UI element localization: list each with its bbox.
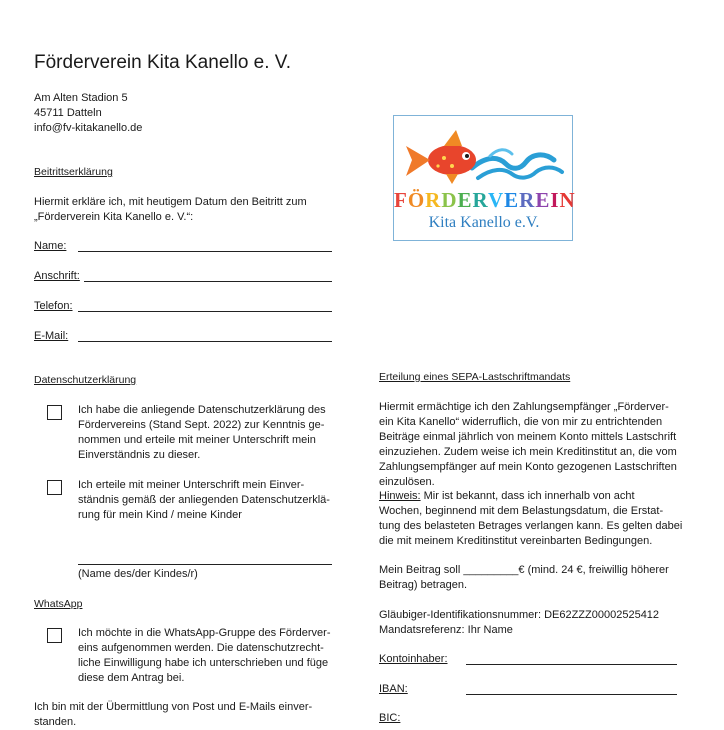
whatsapp-heading: WhatsApp	[34, 598, 83, 610]
mail-consent-line1: Ich bin mit der Übermittlung von Post und E-Mails einver-	[34, 701, 313, 713]
sepa-hint-line2: Wochen, beginnend mit dem Belastungsdatum, die Erstat-	[379, 505, 664, 517]
sepa-hint-line1	[379, 489, 635, 504]
child-consent-checkbox[interactable]	[47, 480, 62, 495]
logo-letter: Ö	[407, 188, 426, 212]
membership-heading: Beitrittserklärung	[34, 166, 113, 178]
iban-label: IBAN:	[379, 683, 408, 695]
phone-label: Telefon:	[34, 300, 73, 312]
mail-consent-line2: standen.	[34, 716, 77, 728]
child-name-caption: (Name des/der Kindes/r)	[78, 568, 198, 580]
logo-letter: V	[487, 188, 505, 212]
whatsapp-option-line4: diese dem Antrag bei.	[78, 672, 185, 684]
logo-letter: R	[519, 188, 536, 212]
sepa-hint-first: Mir ist bekannt, dass ich innerhalb von acht	[420, 490, 635, 502]
logo-letter: E	[457, 188, 473, 212]
goldfish-wave-icon	[394, 116, 572, 188]
email-field[interactable]	[78, 341, 332, 342]
sepa-text-line4: einzuziehen. Zudem weise ich mein Kreditinstitut an, die vom	[379, 446, 677, 458]
logo-letter: D	[441, 188, 458, 212]
iban-field[interactable]	[466, 694, 677, 695]
creditor-id: Gläubiger-Identifikationsnummer: DE62ZZZ00002525412	[379, 609, 660, 621]
logo-letter: F	[394, 188, 408, 212]
privacy-heading: Datenschutzerklärung	[34, 374, 137, 386]
privacy-option1-line1: Ich habe die anliegende Datenschutzerklärung des	[78, 404, 326, 416]
name-field[interactable]	[78, 251, 332, 252]
whatsapp-checkbox[interactable]	[47, 628, 62, 643]
mandate-reference: Mandatsreferenz: Ihr Name	[379, 624, 513, 636]
address-field[interactable]	[84, 281, 332, 282]
logo-letter: R	[472, 188, 488, 212]
sepa-text-line3: Beiträge einmal jährlich von meinem Konto mittels Lastschrift	[379, 431, 677, 443]
privacy-option1-line3: nommen und erteile mit meiner Unterschrift mein	[78, 434, 316, 446]
name-label: Name:	[34, 240, 67, 252]
bic-label: BIC:	[379, 712, 401, 724]
logo-letter: E	[504, 188, 520, 212]
privacy-option1-line4: Einverständnis zu dieser.	[78, 449, 201, 461]
whatsapp-option-line3: liche Einwilligung habe ich unterschrieben und füge	[78, 657, 329, 669]
address-city: 45711 Datteln	[34, 107, 102, 119]
logo-letter: I	[550, 188, 560, 212]
sepa-hint-label: Hinweis:	[379, 490, 421, 502]
whatsapp-option-line2: eins aufgenommen werden. Die datenschutzrecht-	[78, 642, 324, 654]
logo-subtitle: Kita Kanello e.V.	[428, 214, 540, 231]
logo-wordmark	[394, 188, 574, 213]
privacy-option2-line2: ständnis gemäß der anliegenden Datenschutzerklä-	[78, 494, 330, 506]
logo-letter: E	[535, 188, 551, 212]
membership-intro-line2: „Förderverein Kita Kanello e. V.“:	[34, 211, 194, 223]
fee-line1: Mein Beitrag soll _________€ (mind. 24 €, freiwillig höherer	[379, 564, 669, 576]
phone-field[interactable]	[78, 311, 332, 312]
whatsapp-option-line1: Ich möchte in die WhatsApp-Gruppe des Förderver-	[78, 627, 331, 639]
address-label: Anschrift:	[34, 270, 80, 282]
page-title: Förderverein Kita Kanello e. V.	[34, 52, 292, 73]
address-street: Am Alten Stadion 5	[34, 92, 128, 104]
account-holder-field[interactable]	[466, 664, 677, 665]
privacy-option2-line3: rung für mein Kind / meine Kinder	[78, 509, 242, 521]
club-logo	[393, 115, 576, 241]
sepa-hint-line3: tung des belasteten Betrages verlangen kann. Es gelten dabei	[379, 520, 683, 532]
logo-letter: N	[559, 188, 576, 212]
privacy-consent-checkbox[interactable]	[47, 405, 62, 420]
sepa-text-line2: ein Kita Kanello“ widerruflich, die von mir zu entrichtenden	[379, 416, 663, 428]
sepa-text-line5: Zahlungsempfänger auf mein Konto gezogenen Lastschriften	[379, 461, 677, 473]
contact-email[interactable]: info@fv-kitakanello.de	[34, 122, 143, 134]
sepa-hint-line4: die mit meinem Kreditinstitut vereinbarten Bedingungen.	[379, 535, 653, 547]
membership-intro-line1: Hiermit erkläre ich, mit heutigem Datum den Beitritt zum	[34, 196, 307, 208]
privacy-option2-line1: Ich erteile mit meiner Unterschrift mein Einver-	[78, 479, 305, 491]
sepa-text-line6: einzulösen.	[379, 476, 435, 488]
child-name-field[interactable]	[78, 564, 332, 565]
account-holder-label: Kontoinhaber:	[379, 653, 448, 665]
sepa-text-line1: Hiermit ermächtige ich den Zahlungsempfänger „Förderver-	[379, 401, 669, 413]
email-label: E-Mail:	[34, 330, 69, 342]
privacy-option1-line2: Fördervereins (Stand Sept. 2022) zur Kenntnis ge-	[78, 419, 325, 431]
sepa-heading: Erteilung eines SEPA-Lastschriftmandats	[379, 371, 571, 383]
logo-letter: R	[425, 188, 442, 212]
fee-line2: Beitrag) betragen.	[379, 579, 468, 591]
